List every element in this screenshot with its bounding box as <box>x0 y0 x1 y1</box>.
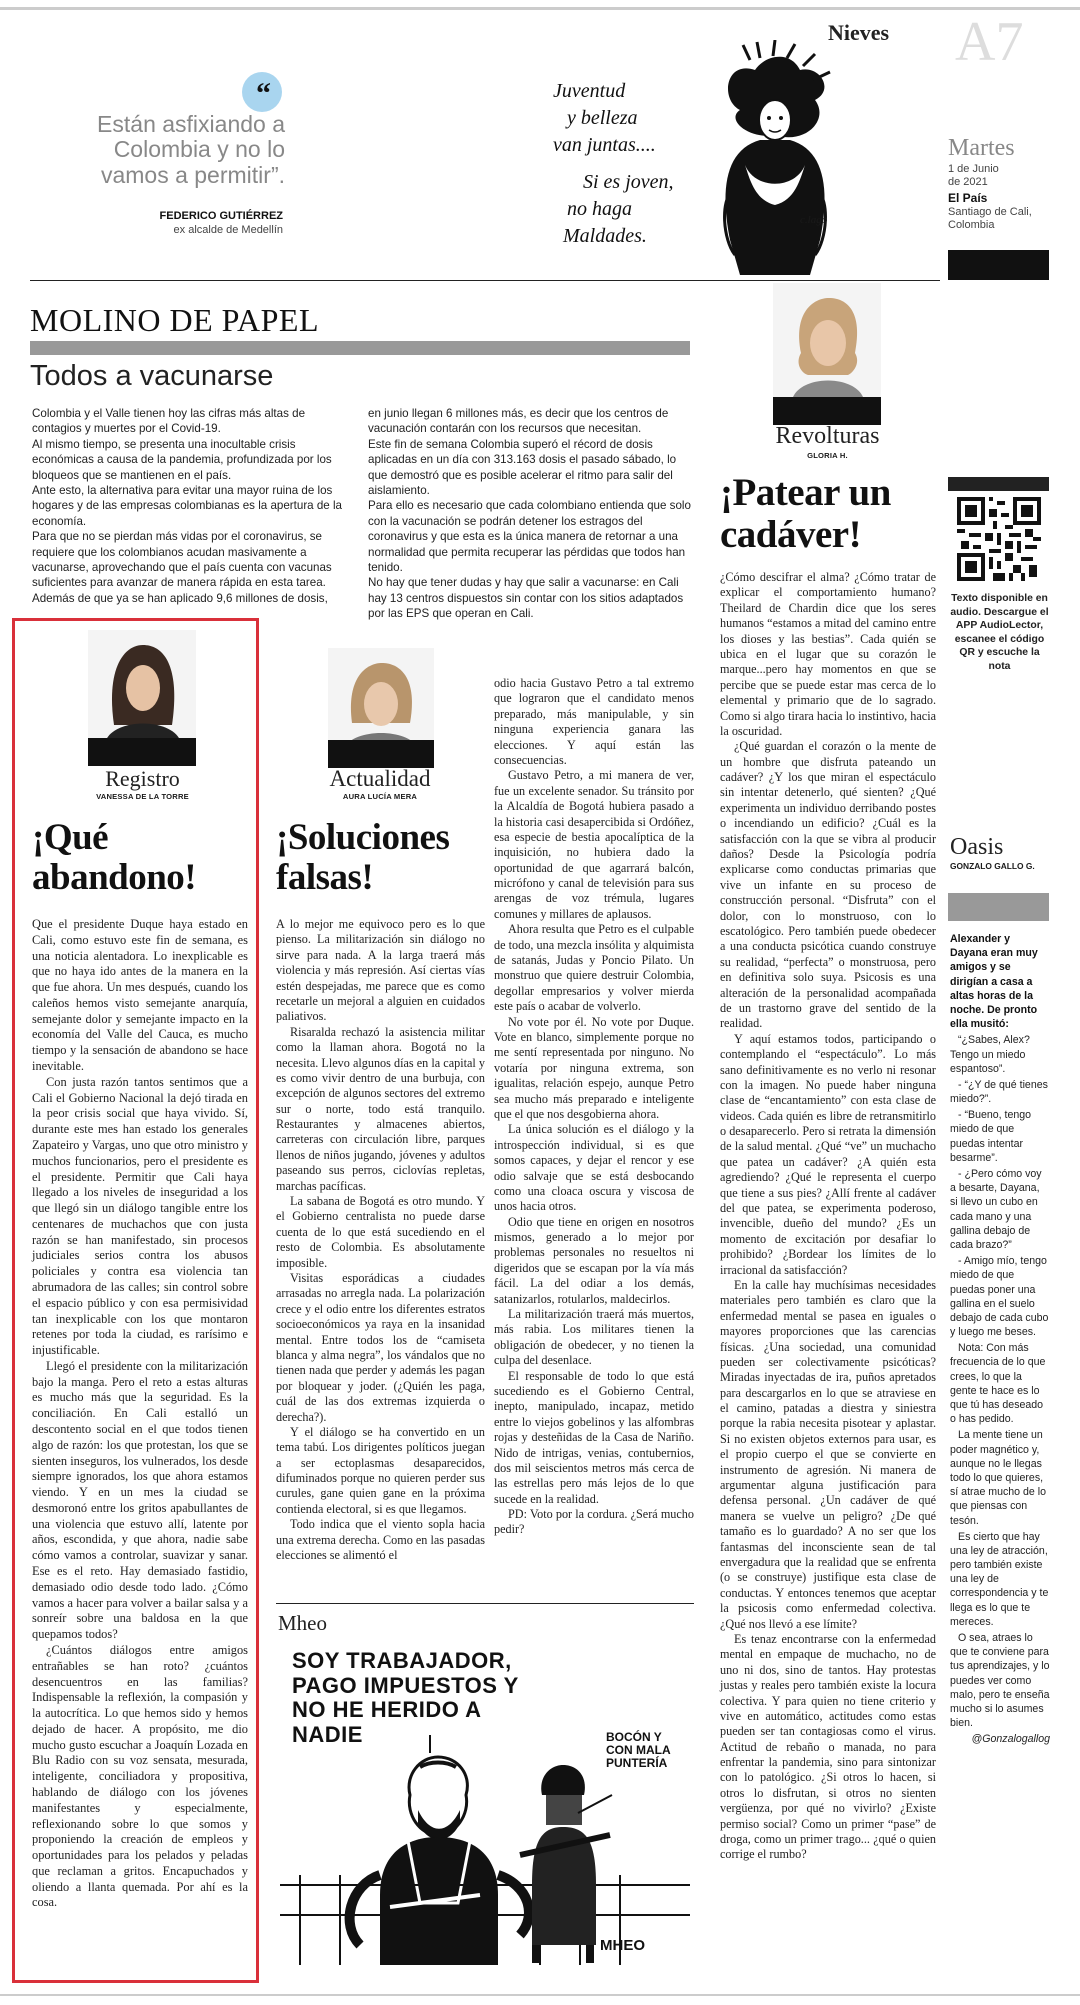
audio-text: Texto disponible en audio. Descargue el APP AudioLector, escanee el código QR y escuche la nota <box>950 593 1049 672</box>
actualidad-body-b <box>494 676 694 1538</box>
revolturas-p4: En la calle hay muchísimas necesidades materiales pero también es claro que la enfermedad mental se pasea en iguales o mayores proporciones que las carencias físicas. ¿Una sociedad, una comunidad pueden ser colectivamente psicóticas? Miradas inyectadas de ira, puños apretados para descargarlos en lo que se atraviese en el camino, patadas a diestra y siniestra porque la rabia necesita pisotear y aplastar. Si no existen objetos externos para usar, es el propio cuerpo el que se convierte en instrumento de agresión. Ni manera de argumentar alguna justificación para defensa personal. ¿Un cadáver de qué manera se vuelve un peligro? ¿De qué tamaño es lo guardado? A no ser que los fantasmas del inconsciente sean de tal envergadura que la realidad que se enfrenta (o se construye) justifique esta clase de conductas. Y entonces tenemos que aceptar la psicosis como enfermedad colectiva. ¿Qué nos llevó a ese límite? <box>720 1277 936 1631</box>
actualidad-p2: Risaralda rechazó la asistencia militar como la llaman ahora. Bogotá no la necesita. Llevo algunos días en la capital y es como vivir dentro de una burbuja, con excepción de algunos sectores del extremo sur o norte, todo está tranquilo. Restaurantes y almacenes abiertos, carreteras con circulación libre, parques llenos de niños jugando, jóvenes y adultos paseando sus perros, ciclovías repletas, marchas pacíficas. <box>276 1024 485 1193</box>
oasis-p6: Nota: Con más frecuencia de lo que crees, lo que la gente te hace es lo que tú has deseado o has pedido. <box>950 1342 1046 1426</box>
revolturas-p5: Es tenaz encontrarse con la enfermedad mental en empaque de muchacho, no de uno ni dos, sino de tantos. Hay protestas justas y reales pero también existe la locura colectiva. Y para quien no tiene criterio y vive en automático, actitudes como estas pueden ser tan contagiosas como el virus. Actitud de rebaño o manada, no para enfrentar la pandemia, sino para sintonizar con lo patológico. ¿Si otros lo hacen, si otros lo disfrutan, si otros no sienten vergüenza, por qué no vivirlo? ¿Existe permiso social? Como un primer “pase” de droga, como un primer trago... ¿qué o quien corrige el rumbo? <box>720 1631 936 1862</box>
qr-code[interactable] <box>957 497 1041 581</box>
mheo-speech: SOY TRABAJADOR, PAGO IMPUESTOS Y NO HE HERIDO A NADIE <box>292 1648 519 1747</box>
nieves-line-6: Maldades. <box>563 225 647 247</box>
actualidad-p7: odio hacia Gustavo Petro a tal extremo que lograron que el candidato menos preparado, más manipulable, y sin ninguna experiencia ganara las elecciones. Y aquí están las consecuencias. <box>494 676 694 767</box>
revolturas-p1: ¿Cómo descifrar el alma? ¿Cómo tratar de explicar el comportamiento humano? Theilard de Chardin dice que los seres humanos “estamos a mitad del camino entre los dioses y las bestias”. Cada quién se ubica en el lugar que su corazón le marque...pero hay momentos en que se percibe que se puede estar mas cerca de lo elemental y primario que de lo sagrado. Como si algo tirara hacia lo instintivo, hacia la oscuridad. <box>720 570 936 738</box>
actualidad-p1: A lo mejor me equivoco pero es lo que pienso. La militarización sin diálogo no sirve para nada. A la larga traerá más violencia y más represión. Así ciertas vías estén despejadas, me parece que es como recetarle un mejoral a alguien en cuidados paliativos. <box>276 917 485 1024</box>
actualidad-p12: Odio que tiene en origen en nosotros mismos, generado a lo mejor por problemas personales no resueltos ni digeridos que se escapan por la vía más fácil. La del odiar a los demás, satanizarlos, rotularlos, maldecirlos. <box>494 1214 694 1306</box>
mheo-signature: MHEO <box>600 1937 645 1954</box>
actualidad-p8: Gustavo Petro, a mi manera de ver, fue un excelente senador. Su tránsito por la Alcaldía de Bogotá hubiera pasado a la historia casi desapercibida si Ordóñez, esa especie de bestia apocalíptica de la inquisición, no hubiera dado la oportunidad de que agarrará balcón, micrófono y canal de televisión para sus arengas de voz trémula, lugares comunes y millares de aplausos. <box>494 768 694 921</box>
registro-p4: ¿Cuántos diálogos entre amigos entrañables se han roto? ¿cuántos desencuentros en las familias? Indispensable la reflexión, la compasión y la autocrítica. Lo que hemos sido y hemos dejado de hacer. A propósito, me dio mucho gusto escuchar a Joaquín Lozada en Blu Radio con su voz sensata, mesurada, inteligente, conciliadora y propositiva, hablando de diálogo con los jóvenes manifestantes y especialmente, reflexionando sobre lo que somos y proponiendo la creación de empleos y oportunidades para los pelados y peladas que reclaman a gritos. Encapuchados y oliendo a llanta quemada. Por ahí es la cosa. <box>32 1642 248 1910</box>
oasis-p2: - “¿Y de qué tienes miedo?”. <box>950 1078 1048 1106</box>
actualidad-p14: El responsable de todo lo que está sucediendo es el Gobierno Central, inepto, manipulado, incapaz, metido entre lo viejos gobelinos y las alfombras rojas y desteñidas de la Casa de Nariño. Nido de intrigas, venias, contubernios, dos mil seiscientos metros más cerca de las estrellas pero más lejos de lo que sucede en la realidad. <box>494 1368 694 1506</box>
column-name-registro: Registro <box>105 766 180 791</box>
header-rule <box>30 280 940 281</box>
place: Santiago de Cali, Colombia <box>948 206 1032 232</box>
oasis-p1: “¿Sabes, Alex? Tengo un miedo espantoso”. <box>950 1034 1030 1075</box>
column-name-oasis: Oasis <box>950 834 1004 860</box>
page-top-rule <box>0 7 1080 10</box>
registro-p1: Que el presidente Duque haya estado en Cali, como estuvo este fin de semana, es una noticia alentadora. Lo inexplicable es que no haya ido antes de la manera en la que fue ahora. Un mes después, cuando los caleños hemos visto semejante anarquía, semejante dolor y semejante impacto en la economía del Valle del Cauca, es mucho tiempo y la sensación de abandono se hace inevitable. <box>32 917 248 1074</box>
mheo-cartoon <box>280 1645 690 1965</box>
oasis-p5: - Amigo mío, tengo miedo de que puedas poner una gallina en el suelo debajo de cada cubo y luego me beses. <box>950 1255 1049 1339</box>
oasis-lead: Alexander y Dayana eran muy amigos y se dirigían a casa a altas horas de la noche. De pronto ella musitó: <box>950 933 1038 1031</box>
editorial-col-1: Colombia y el Valle tienen hoy las cifras más altas de contagios y muertes por el Covid-19. Al mismo tiempo, se presenta una inocultable crisis económicas a causa de la pandemia, profundizada por los bloqueos que se mantienen en el país. Ante esto, la alternativa para evitar una mayor ruina de los hogares y de las empresas colombianas es la apertura de la economía. Para que no se pierdan más vidas por el coronavirus, se requiere que los colombianos acudan masivamente a vacunarse, aprovechando que el país cuenta con vacunas suficientes para avanzar de manera rápida en esta tarea. Además de que ya se han aplicado 9,6 millones de dosis, <box>32 407 342 605</box>
author-photo-gloria <box>773 283 881 425</box>
issue-date: 1 de Junio de 2021 <box>948 163 999 189</box>
oasis-handle: @Gonzalogallog <box>971 1733 1050 1746</box>
nieves-line-2: y belleza <box>567 107 638 129</box>
author-photo-vanessa <box>88 630 196 766</box>
mheo-top-rule <box>276 1603 694 1604</box>
actualidad-p4: Visitas esporádicas a ciudades arrasadas no arregla nada. La polarización crece y el odio entre los diferentes estratos socioeconómicos ya raya en la insanidad mental. Entre todos los de “camiseta blanca y alma negra”, los vándalos que no tienen nada que perder y además les pagan por bloquear y joder. (¿Quién les paga, cuál de las dos extremas izquierda o derecha?). <box>276 1270 485 1424</box>
actualidad-body-a <box>276 917 485 1563</box>
quote-author-role: ex alcalde de Medellín <box>173 224 283 236</box>
nieves-line-3: van juntas.... <box>553 134 656 156</box>
oasis-p4: - ¿Pero cómo voy a besarte, Dayana, si llevo un cubo en cada mano y una gallina debajo de cada brazo?” <box>950 1168 1042 1251</box>
actualidad-headline: ¡Soluciones falsas! <box>276 817 450 898</box>
revolturas-p3: Y aquí estamos todos, participando o contemplando el “espectáculo”. Lo más sano definitivamente es no verlo ni resonar con la imagen. No puede haber ninguna clase de “encantamiento” con esta clase de videos. Cada quién es libre de retransmitirlo o desaparecerlo. Pero si retrata la dimensión de la salud mental. ¿Qué “ve” un muchacho que patea un cadáver? ¿A quién esta agrediendo? ¿Qué le representa el cuerpo que tiene a sus pies? ¿Allí frente al cadáver del que patea, se experimenta poderoso, invencible, dueño del mundo? ¿Es un momento de excitación por desafiar lo prohibido? ¿Bordear los límites de lo irracional da satisfacción? <box>720 1031 936 1277</box>
mheo-title: Mheo <box>278 1611 327 1635</box>
oasis-p8: Es cierto que hay una ley de atracción, pero también existe una ley de correspondencia y te llega es lo que te mereces. <box>950 1530 1049 1628</box>
actualidad-p3: La sabana de Bogotá es otro mundo. Y el Gobierno centralista no puede darse cuenta de lo que está sucediendo en el resto de Colombia. Es absolutamente imposible. <box>276 1194 485 1270</box>
registro-p3: Llegó el presidente con la militarización bajo la manga. Pero el reto a estas alturas es mucho más que la seguridad. Es la conciliación. En Cali estalló un descontento social en el que todos tienen algo de razón: los que protestan, los que se sienten inseguros, los vulnerados, los desde siempre ignorados, los que ahora estamos viendo. Y en un mes la ciudad se desmoronó entre los gritos apabullantes de una violencia que estuvo allí, latente por años, escondida, y que ahora, nadie sabe cómo vamos a controlar, suavizar y sanar. Ese es el reto. Hay demasiado fastidio, demasiado odio desde todo lado. ¿Cómo vamos a hacer para volver a bailar salsa y a sonreír sobre una baldosa en la que quepamos todos? <box>32 1358 248 1642</box>
actualidad-p11: La única solución es el diálogo y la introspección individual, si es que somos capaces, y dejar el rencor y ese odio salvaje que se está desbocando como una cloaca oscura y viscosa de unos hacia otros. <box>494 1122 694 1214</box>
editorial-title: Todos a vacunarse <box>30 360 274 392</box>
mheo-side-text: BOCÓN Y CON MALA PUNTERÍA <box>606 1730 671 1771</box>
page-number: A7 <box>955 11 1024 73</box>
column-author-gonzalo: GONZALO GALLO G. <box>950 861 1035 871</box>
column-author-aura: AURA LUCÍA MERA <box>342 792 418 801</box>
oasis-p7: La mente tiene un poder magnético y, aunque no le llegas todo lo que quieres, sí atrae mucho de lo que piensas con tesón. <box>950 1429 1046 1527</box>
column-name-revolturas: Revolturas <box>775 423 880 449</box>
revolturas-body <box>720 570 936 1863</box>
actualidad-p9: Ahora resulta que Petro es el culpable de todo, una mezcla insólita y alquimista de satanás, Judas y Poncio Pilato. Un monstruo que quiere destruir Colombia, degollar empresarios y volver mierda este país o acabar de volverlo. <box>494 922 694 1014</box>
quote-text: Están asfixiando a Colombia y no lo vamos a permitir”. <box>97 111 285 188</box>
revolturas-p2: ¿Qué guardan el corazón o la mente de un hombre que disfruta pateando un cadáver? ¿Y los que miran el espectáculo sin intentar detenerlo, qué sienten? ¿Qué experimenta un individuo derribando postes o incendiando un edificio? ¿Cuál es la satisfacción con la que se vibra al producir daños? Desde la Psicología podría explicarse como conductas primarias que vive un infante en su proceso de construcción personal. “Disfruta” con el dolor, con lo monstruoso, con lo escatológico. Pero también puede obedecer a una conducta psicótica cuando construye su realidad, “perfecta” o monstruosa, pero en definitiva solo suya. Psicosis es una alteración de la personalidad acompañada de un trastorno grave del sentido de la realidad. <box>720 739 936 1031</box>
registro-p2: Con justa razón tantos sentimos que a Cali el Gobierno Nacional la dejó tirada en la peor crisis social que haya vivido. Sí, durante este mes han estado los generales Zapateiro y Vargas, uno que otro ministro y muchos funcionarios, pero el presidente es el presidente. Permitir que Cali haya llegado a los niveles de inseguridad a los que llegó sin un diálogo tangible entre los centenares de muchachos que con justa razón se han manifestado, sin procesos judiciales serios contra los abusos policiales y contra esa violencia tan abrumadora de las calles; sin control sobre el espacio público y con esa permisividad tan inexplicable con los que montaron retenes por toda la ciudad, es rarísimo e injustificable. <box>32 1074 248 1358</box>
author-photo-aura <box>328 648 434 768</box>
page-bottom-rule <box>0 1994 1080 1996</box>
oasis-gray-bar <box>948 893 1049 921</box>
oasis-body <box>950 932 1050 1749</box>
section-name-nieves: Nieves <box>828 20 890 45</box>
actualidad-p13: La militarización traerá más muertos, más rabia. Los militares tienen la obligación de obedecer, y no tienen la culpa del desenlace. <box>494 1307 694 1368</box>
revolturas-headline: ¡Patear un cadáver! <box>720 471 891 557</box>
registro-body <box>32 917 248 1911</box>
editorial-col-2: en junio llegan 6 millones más, es decir que los centros de vacunación contarán con los recursos que necesitan. Este fin de semana Colombia superó el récord de dosis aplicadas en un día con 313.163 dosis el pasado sábado, lo que demostró que es posible acelerar el ritmo para salir del aislamiento. Para ello es necesario que cada colombiano entienda que solo con la vacunación se podrán detener los estragos del coronavirus y que esta es la única manera de retornar a una normalidad que permita recuperar las pérdidas que todos han tenido. No hay que tener dudas y hay que salir a vacunarse: en Cali hay 13 centros dispuestos sin contar con los sitios adaptados por las EPS que operan en Cali. <box>368 407 691 621</box>
quote-author: FEDERICO GUTIÉRREZ <box>159 210 283 222</box>
column-name-actualidad: Actualidad <box>329 766 431 791</box>
nieves-line-5: no haga <box>567 198 632 220</box>
oasis-p9: O sea, atraes lo que te conviene para tus aprendizajes, y lo puedes ver como malo, pero te enseña mucho si lo asumes bien. <box>950 1632 1050 1730</box>
quote-icon: “ <box>242 72 282 112</box>
editorial-gray-bar <box>30 341 690 355</box>
nieves-caption <box>553 78 703 250</box>
paper-name: El País <box>948 191 988 205</box>
nieves-signature: c.lago <box>800 214 828 226</box>
column-author-gloria: GLORIA H. <box>807 451 848 460</box>
actualidad-p10: No vote por él. No vote por Duque. Vote en blanco, simplemente porque no me sentí representada por ninguno. No votaría por ninguna extrema, son igualitas, relación espejo, aunque Petro sea mucho más preparado e inteligente que el que nos desgobierna ahora. <box>494 1014 694 1121</box>
nieves-line-4: Si es joven, <box>583 171 674 193</box>
date-black-bar <box>948 250 1049 280</box>
section-molino-de-papel: MOLINO DE PAPEL <box>30 302 319 338</box>
column-author-vanessa: VANESSA DE LA TORRE <box>96 792 189 801</box>
weekday: Martes <box>948 135 1015 161</box>
actualidad-p15: PD: Voto por la cordura. ¿Será mucho pedir? <box>494 1507 694 1537</box>
actualidad-p5: Y el diálogo se ha convertido en un tema tabú. Los dirigentes políticos juegan a ser ectoplasmas desaparecidos, difuminados porque no quieren perder sus curules, gane quien gane en la próxima contienda electoral, si es que llegamos. <box>276 1424 485 1516</box>
audio-black-bar <box>948 477 1049 491</box>
oasis-p3: - “Bueno, tengo miedo de que puedas intentar besarme”. <box>950 1109 1032 1164</box>
registro-headline: ¡Qué abandono! <box>32 817 197 898</box>
nieves-line-1: Juventud <box>553 80 626 102</box>
actualidad-p6: Todo indica que el viento sopla hacia una extrema derecha. Como en las pasadas elecciones se alimentó el <box>276 1517 485 1563</box>
